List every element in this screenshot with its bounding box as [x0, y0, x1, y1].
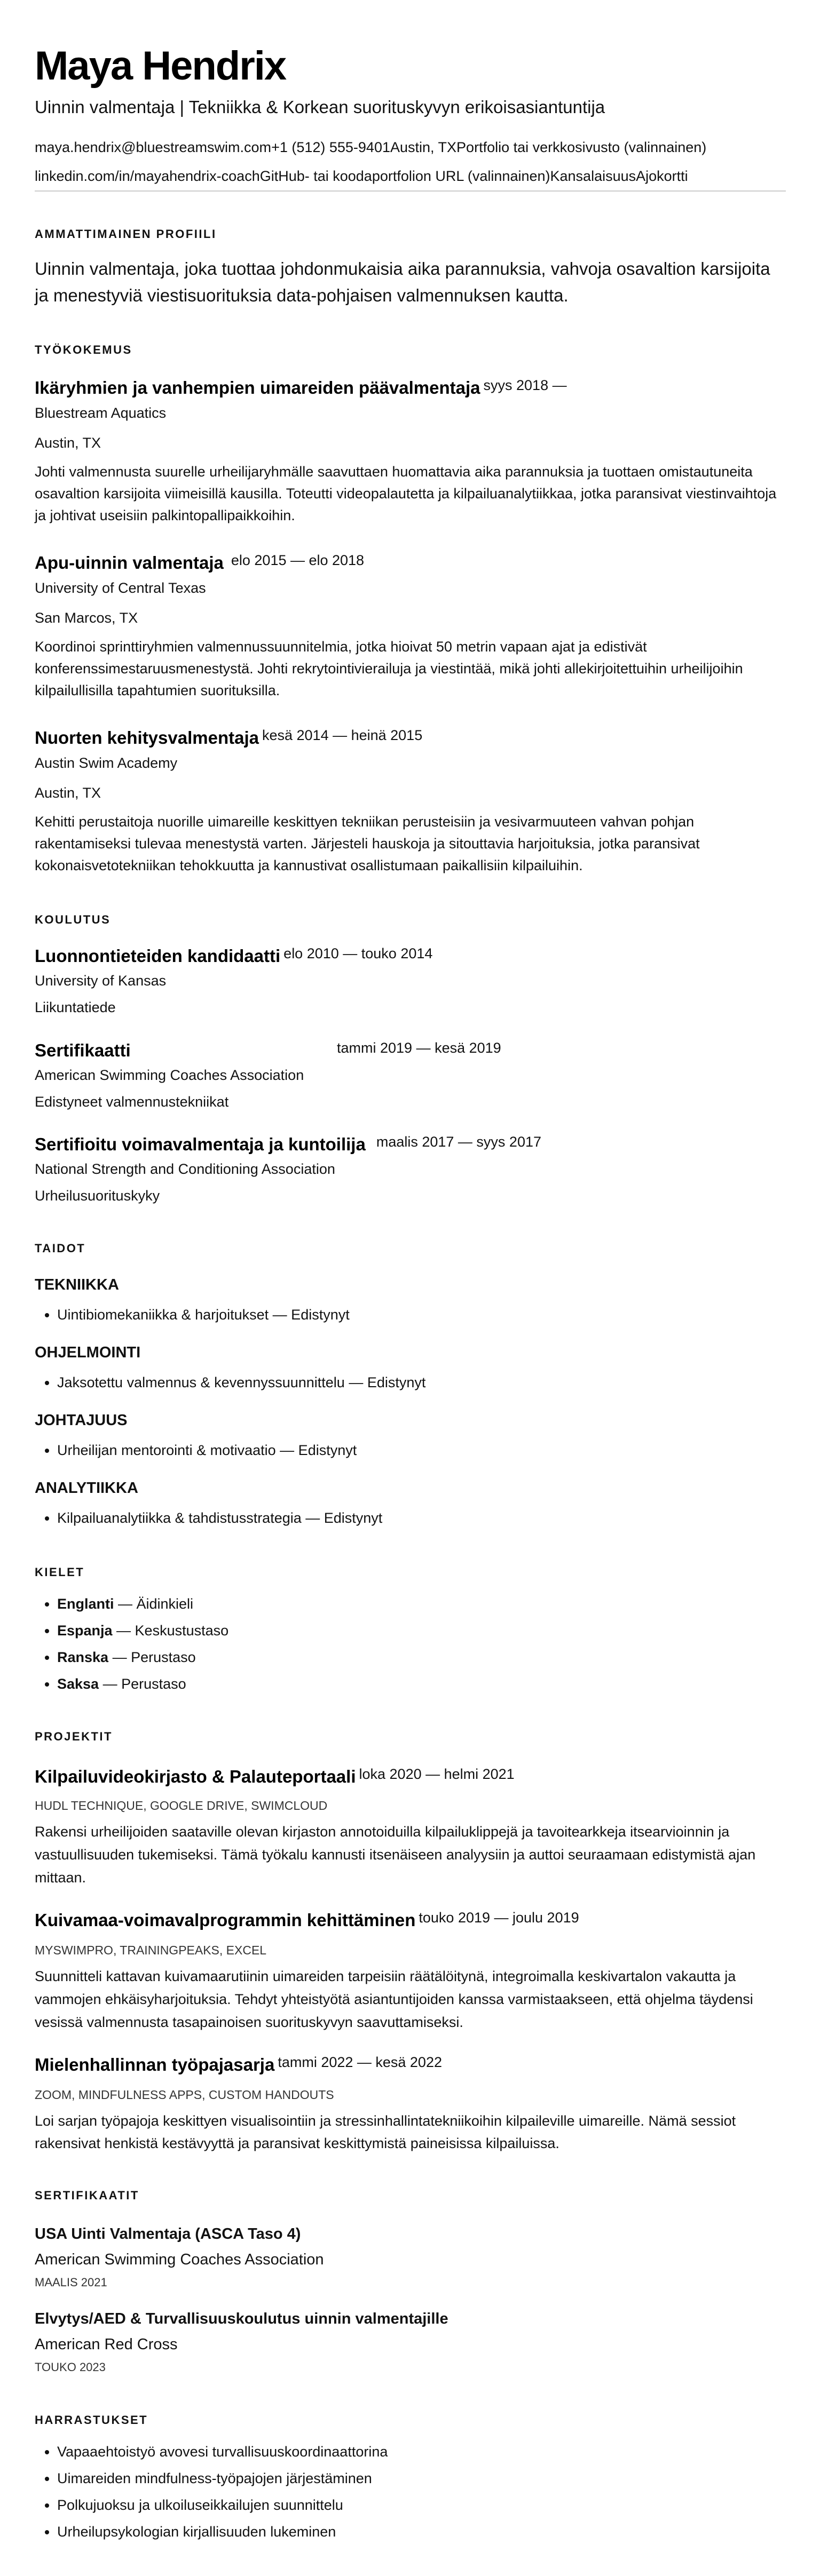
project-date: loka 2020 — helmi 2021: [359, 1766, 515, 1782]
skill-item: • Jaksotettu valmennus & kevennyssuunnittelu — Edistynyt: [57, 1372, 786, 1393]
section-heading: HARRASTUKSET: [35, 2413, 148, 2427]
education-date: tammi 2019 — kesä 2019: [337, 1040, 501, 1056]
language-item: [57, 1591, 786, 1617]
field-of-study: Edistyneet valmennustekniikat: [35, 1094, 229, 1110]
job-title-row: [35, 726, 786, 750]
job-location: San Marcos, TX: [35, 610, 138, 626]
interest-item: • Vapaaehtoistyö avovesi turvallisuuskoordinaattorina: [57, 2438, 786, 2465]
citizenship: Kansalaisuus: [550, 168, 636, 184]
skill-group: [35, 1342, 786, 1393]
project-tech: MYSWIMPRO, TRAININGPEAKS, EXCEL: [35, 1943, 267, 1957]
degree: Sertifioitu voimavalmentaja ja kuntoilija: [35, 1134, 366, 1154]
phone: +1 (512) 555-9401: [271, 139, 390, 155]
interest-item: • Polkujuoksu ja ulkoiluseikkailujen suunnittelu: [57, 2492, 786, 2518]
skill-group-name: TEKNIIKKA: [35, 1276, 119, 1293]
degree: Luonnontieteiden kandidaatti: [35, 946, 281, 966]
skill-group-name: ANALYTIIKKA: [35, 1480, 138, 1497]
skill-group: [35, 1274, 786, 1325]
project-description: Suunnitteli kattavan kuivamaarutiinin uimareiden tarpeisiin räätälöitynä, integroimalla keskivartalon vakautta ja vammojen ehkäisyharjoituksia. Tehdyt yhteistyötä asiantuntijoiden kanssa varmistaakseen, että ohjelma täydensi vesissä valmennusta tasapainoisen suorituskyvyn saavuttamiseksi.: [35, 1968, 753, 2030]
language-item: [57, 1617, 786, 1644]
portfolio-link[interactable]: Portfolio tai verkkosivusto (valinnainen): [456, 139, 707, 155]
section-heading: SERTIFIKAATIT: [35, 2189, 139, 2202]
project-description: Loi sarjan työpajoja keskittyen visualisointiin ja stressinhallintatekniikoihin kilpaileville uimareille. Nämä sessiot rakensivat henkistä kestävyyttä ja paransivat keskittymistä paineisissa kilpailuissa.: [35, 2113, 736, 2151]
interest-item: • Urheilupsykologian kirjallisuuden lukeminen: [57, 2518, 786, 2545]
languages-section: [35, 1564, 786, 1697]
profile-section: [35, 226, 786, 309]
certification-name: Elvytys/AED & Turvallisuuskoulutus uinnin valmentajille: [35, 2310, 448, 2327]
job-description: Johti valmennusta suurelle urheilijaryhmälle saavuttaen huomattavia aika parannuksia ja tuottaen omistautuneita osavaltion karsijoita viimeisillä kausilla. Toteutti videopalautetta ja kilpailuanalytiikkaa, jotka paransivat viestinvaihtoja ja johtivat useisiin palkintopallipaikkoihin.: [35, 464, 777, 523]
certification-date: TOUKO 2023: [35, 2360, 106, 2374]
location: Austin, TX: [390, 139, 457, 155]
contact-info: [35, 133, 786, 192]
certification-date: MAALIS 2021: [35, 2276, 107, 2289]
job-date: syys 2018 —: [483, 377, 567, 393]
project-item: [35, 1909, 786, 2034]
job-title-row: [35, 376, 786, 400]
language-level: — Perustaso: [99, 1676, 186, 1692]
language-level: — Keskustustaso: [112, 1623, 229, 1639]
skill-group-name: OHJELMOINTI: [35, 1344, 141, 1361]
section-heading: AMMATTIMAINEN PROFIILI: [35, 227, 217, 241]
linkedin-link[interactable]: linkedin.com/in/mayahendrix-coach: [35, 168, 260, 184]
projects-section: [35, 1729, 786, 2154]
project-tech: ZOOM, MINDFULNESS APPS, CUSTOM HANDOUTS: [35, 2088, 334, 2102]
github-link[interactable]: GitHub- tai koodaportfolion URL (valinnainen): [259, 168, 550, 184]
project-description: Rakensi urheilijoiden saataville olevan kirjaston annotoiduilla kilpailuklippejä ja tavoitearkkeja itsearvioinnin ja vastuullisuuden tukemiseksi. Tämä työkalu kannusti itsenäiseen analyysiin ja auttoi seuraamaan edistymistä ajan mittaan.: [35, 1824, 756, 1886]
education-item: [35, 944, 786, 1019]
education-section: [35, 912, 786, 1207]
education-date: maalis 2017 — syys 2017: [376, 1134, 541, 1150]
company: University of Central Texas: [35, 580, 206, 596]
resume-header: [35, 43, 786, 192]
drivers-license: Ajokortti: [636, 168, 688, 184]
project-title-row: [35, 1909, 786, 1932]
institution: National Strength and Conditioning Association: [35, 1161, 335, 1177]
degree-row: [35, 944, 786, 968]
education-date: elo 2010 — touko 2014: [283, 945, 433, 961]
institution: American Swimming Coaches Association: [35, 1067, 304, 1083]
degree-row: [35, 1039, 786, 1062]
skill-item: • Urheilijan mentorointi & motivaatio — Edistynyt: [57, 1440, 786, 1461]
project-title: Kilpailuvideokirjasto & Palauteportaali: [35, 1767, 356, 1786]
interest-item: • Uimareiden mindfulness-työpajojen järjestäminen: [57, 2465, 786, 2492]
certification-name: USA Uinti Valmentaja (ASCA Taso 4): [35, 2225, 301, 2243]
job-location: Austin, TX: [35, 785, 101, 801]
job-location: Austin, TX: [35, 435, 101, 451]
certification-issuer: American Swimming Coaches Association: [35, 2251, 324, 2268]
language-name: Saksa: [57, 1676, 99, 1692]
job-title: Apu-uinnin valmentaja: [35, 553, 224, 573]
skills-section: [35, 1241, 786, 1529]
skill-item: • Uintibiomekaniikka & harjoitukset — Edistynyt: [57, 1304, 786, 1325]
experience-section: [35, 342, 786, 877]
job-description: Kehitti perustaitoja nuorille uimareille keskittyen tekniikan perusteisiin ja vesivarmuuteen vahvan pohjan rakentamiseksi tulevaa menestystä varten. Järjesteli hauskoja ja sitouttavia harjoituksia, jotka paransivat kokonaisvetotekniikan tehokkuutta ja kannustivat osallistumaan paikallisiin kilpailuihin.: [35, 814, 700, 873]
field-of-study: Liikuntatiede: [35, 999, 116, 1015]
project-title: Kuivamaa-voimavalprogrammin kehittäminen: [35, 1910, 416, 1930]
contact-row: [35, 133, 786, 162]
language-name: Englanti: [57, 1596, 114, 1612]
company: Bluestream Aquatics: [35, 405, 167, 421]
section-heading: TYÖKOKEMUS: [35, 343, 132, 356]
project-title-row: [35, 2053, 786, 2077]
contact-row: [35, 162, 786, 190]
section-heading: KOULUTUS: [35, 913, 111, 926]
section-heading: TAIDOT: [35, 1242, 86, 1255]
institution: University of Kansas: [35, 973, 167, 989]
section-heading: KIELET: [35, 1565, 85, 1579]
job-title: Ikäryhmien ja vanhempien uimareiden päävalmentaja: [35, 378, 480, 397]
experience-item: [35, 376, 786, 527]
education-item: [35, 1039, 786, 1114]
project-title-row: [35, 1765, 786, 1788]
language-level: — Äidinkieli: [114, 1596, 194, 1612]
job-date: elo 2015 — elo 2018: [231, 552, 365, 568]
profile-summary: Uinnin valmentaja, joka tuottaa johdonmukaisia aika parannuksia, vahvoja osavaltion karsijoita ja menestyviä viestisuorituksia data-pohjaisen valmennuksen kautta.: [35, 259, 770, 305]
project-tech: HUDL TECHNIQUE, GOOGLE DRIVE, SWIMCLOUD: [35, 1799, 328, 1812]
candidate-name: Maya Hendrix: [35, 43, 286, 89]
skill-group: [35, 1410, 786, 1461]
company: Austin Swim Academy: [35, 755, 178, 771]
email-link[interactable]: maya.hendrix@bluestreamswim.com: [35, 139, 272, 155]
certification-issuer: American Red Cross: [35, 2336, 178, 2353]
job-title-row: [35, 551, 786, 575]
language-item: [57, 1671, 786, 1697]
field-of-study: Urheilusuorituskyky: [35, 1188, 160, 1204]
language-name: Espanja: [57, 1623, 113, 1639]
project-item: [35, 2053, 786, 2154]
degree: Sertifikaatti: [35, 1040, 131, 1060]
experience-item: [35, 726, 786, 877]
skill-group: [35, 1477, 786, 1529]
project-item: [35, 1765, 786, 1889]
certifications-section: [35, 2188, 786, 2376]
experience-item: [35, 551, 786, 702]
language-item: [57, 1644, 786, 1671]
job-description: Koordinoi sprinttiryhmien valmennussuunnitelmia, jotka hioivat 50 metrin vapaan ajat ja edistivät konferenssimestaruusmenestystä. Johti rekrytointivierailuja ja viestintää, mikä johti allekirjoitettuihin urheilijoihin kilpailullisilla tapahtumien suorituksilla.: [35, 639, 743, 698]
certification-item: [35, 2223, 786, 2292]
language-level: — Perustaso: [108, 1649, 196, 1665]
skill-group-name: JOHTAJUUS: [35, 1412, 128, 1429]
education-item: [35, 1133, 786, 1207]
project-date: tammi 2022 — kesä 2022: [278, 2054, 442, 2070]
project-date: touko 2019 — joulu 2019: [419, 1910, 579, 1926]
skill-item: • Kilpailuanalytiikka & tahdistusstrategia — Edistynyt: [57, 1507, 786, 1529]
language-name: Ranska: [57, 1649, 109, 1665]
candidate-headline: Uinnin valmentaja | Tekniikka & Korkean suorituskyvyn erikoisasiantuntija: [35, 97, 605, 117]
job-title: Nuorten kehitysvalmentaja: [35, 728, 259, 748]
section-heading: PROJEKTIT: [35, 1730, 113, 1743]
degree-row: [35, 1133, 786, 1156]
interests-section: [35, 2412, 786, 2545]
certification-item: [35, 2308, 786, 2376]
project-title: Mielenhallinnan työpajasarja: [35, 2055, 275, 2074]
job-date: kesä 2014 — heinä 2015: [262, 727, 423, 743]
